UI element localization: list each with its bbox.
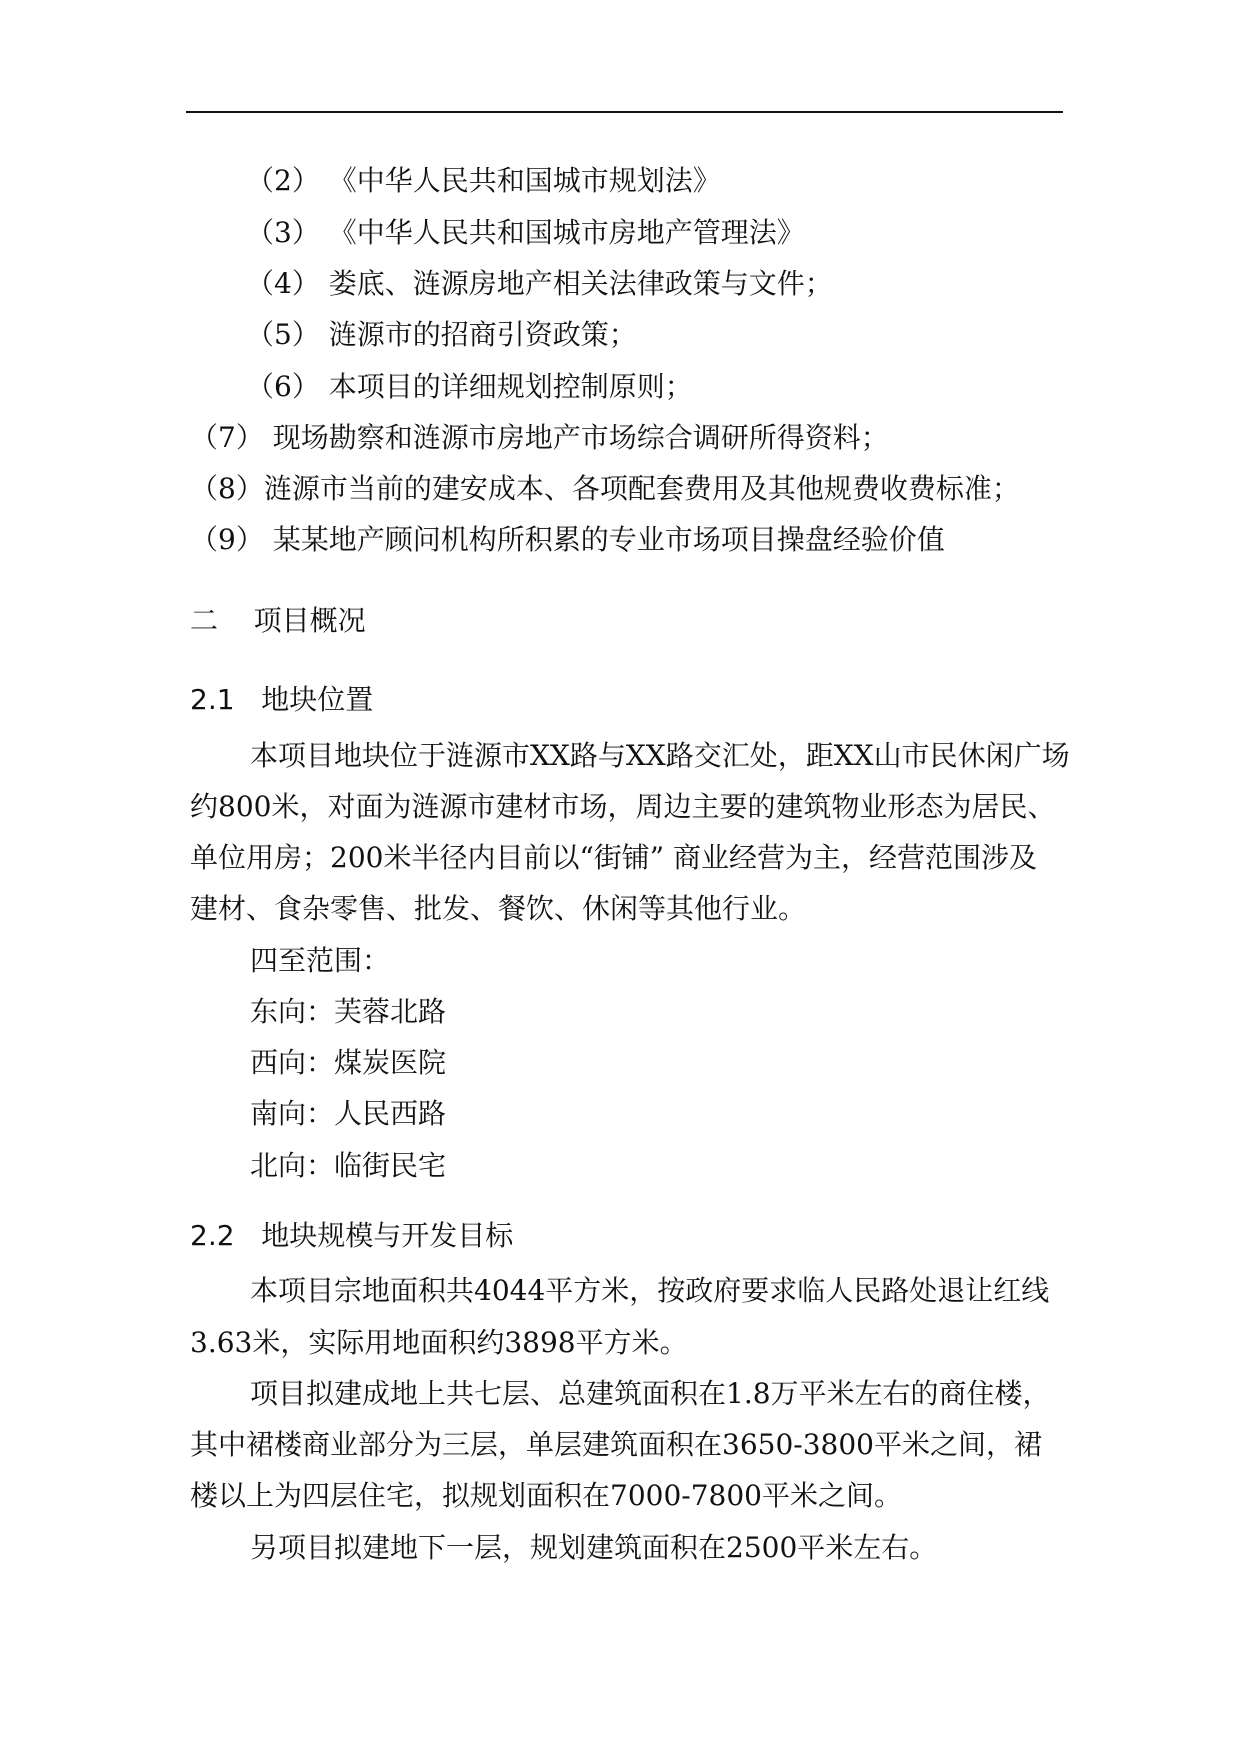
ref-item-8-text: 涟源市当前的建安成本、各项配套费用及其他规费收费标准； bbox=[263, 472, 1020, 505]
ref-item-7 bbox=[190, 420, 889, 456]
ref-item-2-label: （2） bbox=[246, 164, 320, 197]
subsection-2-2-title: 地块规模与开发目标 bbox=[261, 1219, 514, 1252]
ref-item-3-label: （3） bbox=[246, 216, 320, 249]
sub22-para1-line1: 本项目宗地面积共4044平方米，按政府要求临人民路处退让红线 bbox=[250, 1274, 1050, 1307]
bound-north: 北向：临街民宅 bbox=[250, 1149, 447, 1182]
subsection-2-2-number: 2.2 bbox=[190, 1219, 235, 1252]
bounds-title: 四至范围： bbox=[250, 944, 391, 977]
ref-item-9 bbox=[190, 522, 945, 558]
ref-item-3-text: 《中华人民共和国城市房地产管理法》 bbox=[328, 216, 805, 249]
ref-item-4 bbox=[246, 266, 833, 302]
ref-item-5-label: （5） bbox=[246, 318, 320, 351]
sub21-para1-line2: 约800米，对面为涟源市建材市场，周边主要的建筑物业形态为居民、 bbox=[190, 790, 1056, 823]
subsection-2-1-heading bbox=[190, 682, 373, 718]
bound-west: 西向：煤炭医院 bbox=[250, 1046, 447, 1079]
sub21-para1-line1: 本项目地块位于涟源市XX路与XX路交汇处，距XX山市民休闲广场 bbox=[250, 739, 1070, 772]
subsection-2-1-number: 2.1 bbox=[190, 683, 235, 716]
sub21-para1-line3: 单位用房；200米半径内目前以“街铺” 商业经营为主，经营范围涉及 bbox=[190, 841, 1037, 874]
bound-south: 南向：人民西路 bbox=[250, 1097, 447, 1130]
ref-item-2-text: 《中华人民共和国城市规划法》 bbox=[328, 164, 721, 197]
section-2-title: 项目概况 bbox=[253, 604, 366, 637]
ref-item-6-label: （6） bbox=[246, 370, 320, 403]
ref-item-2 bbox=[246, 163, 721, 199]
subsection-2-1-title: 地块位置 bbox=[261, 683, 374, 716]
ref-item-5 bbox=[246, 317, 637, 353]
subsection-2-2-heading bbox=[190, 1218, 513, 1254]
ref-item-8-label: （8） bbox=[190, 472, 264, 505]
sub21-para1-line4: 建材、食杂零售、批发、餐饮、休闲等其他行业。 bbox=[190, 892, 807, 925]
section-2-heading bbox=[190, 603, 366, 639]
header-rule bbox=[186, 111, 1063, 113]
bound-east: 东向：芙蓉北路 bbox=[250, 995, 447, 1028]
ref-item-5-text: 涟源市的招商引资政策； bbox=[328, 318, 637, 351]
ref-item-7-label: （7） bbox=[190, 421, 264, 454]
ref-item-9-label: （9） bbox=[190, 523, 264, 556]
sub22-para3-line1: 另项目拟建地下一层，规划建筑面积在2500平米左右。 bbox=[250, 1531, 938, 1564]
ref-item-9-text: 某某地产顾问机构所积累的专业市场项目操盘经验价值 bbox=[272, 523, 945, 556]
ref-item-6-text: 本项目的详细规划控制原则； bbox=[328, 370, 693, 403]
ref-item-3 bbox=[246, 215, 805, 251]
sub22-para1-line2: 3.63米，实际用地面积约3898平方米。 bbox=[190, 1326, 688, 1359]
ref-item-6 bbox=[246, 369, 693, 405]
sub22-para2-line3: 楼以上为四层住宅，拟规划面积在7000-7800平米之间。 bbox=[190, 1479, 902, 1512]
sub22-para2-line1: 项目拟建成地上共七层、总建筑面积在1.8万平米左右的商住楼， bbox=[250, 1377, 1051, 1410]
ref-item-4-label: （4） bbox=[246, 267, 320, 300]
ref-item-8 bbox=[190, 471, 1020, 507]
ref-item-7-text: 现场勘察和涟源市房地产市场综合调研所得资料； bbox=[272, 421, 889, 454]
ref-item-4-text: 娄底、涟源房地产相关法律政策与文件； bbox=[328, 267, 833, 300]
section-2-number: 二 bbox=[190, 604, 219, 637]
sub22-para2-line2: 其中裙楼商业部分为三层，单层建筑面积在3650-3800平米之间，裙 bbox=[190, 1428, 1042, 1461]
